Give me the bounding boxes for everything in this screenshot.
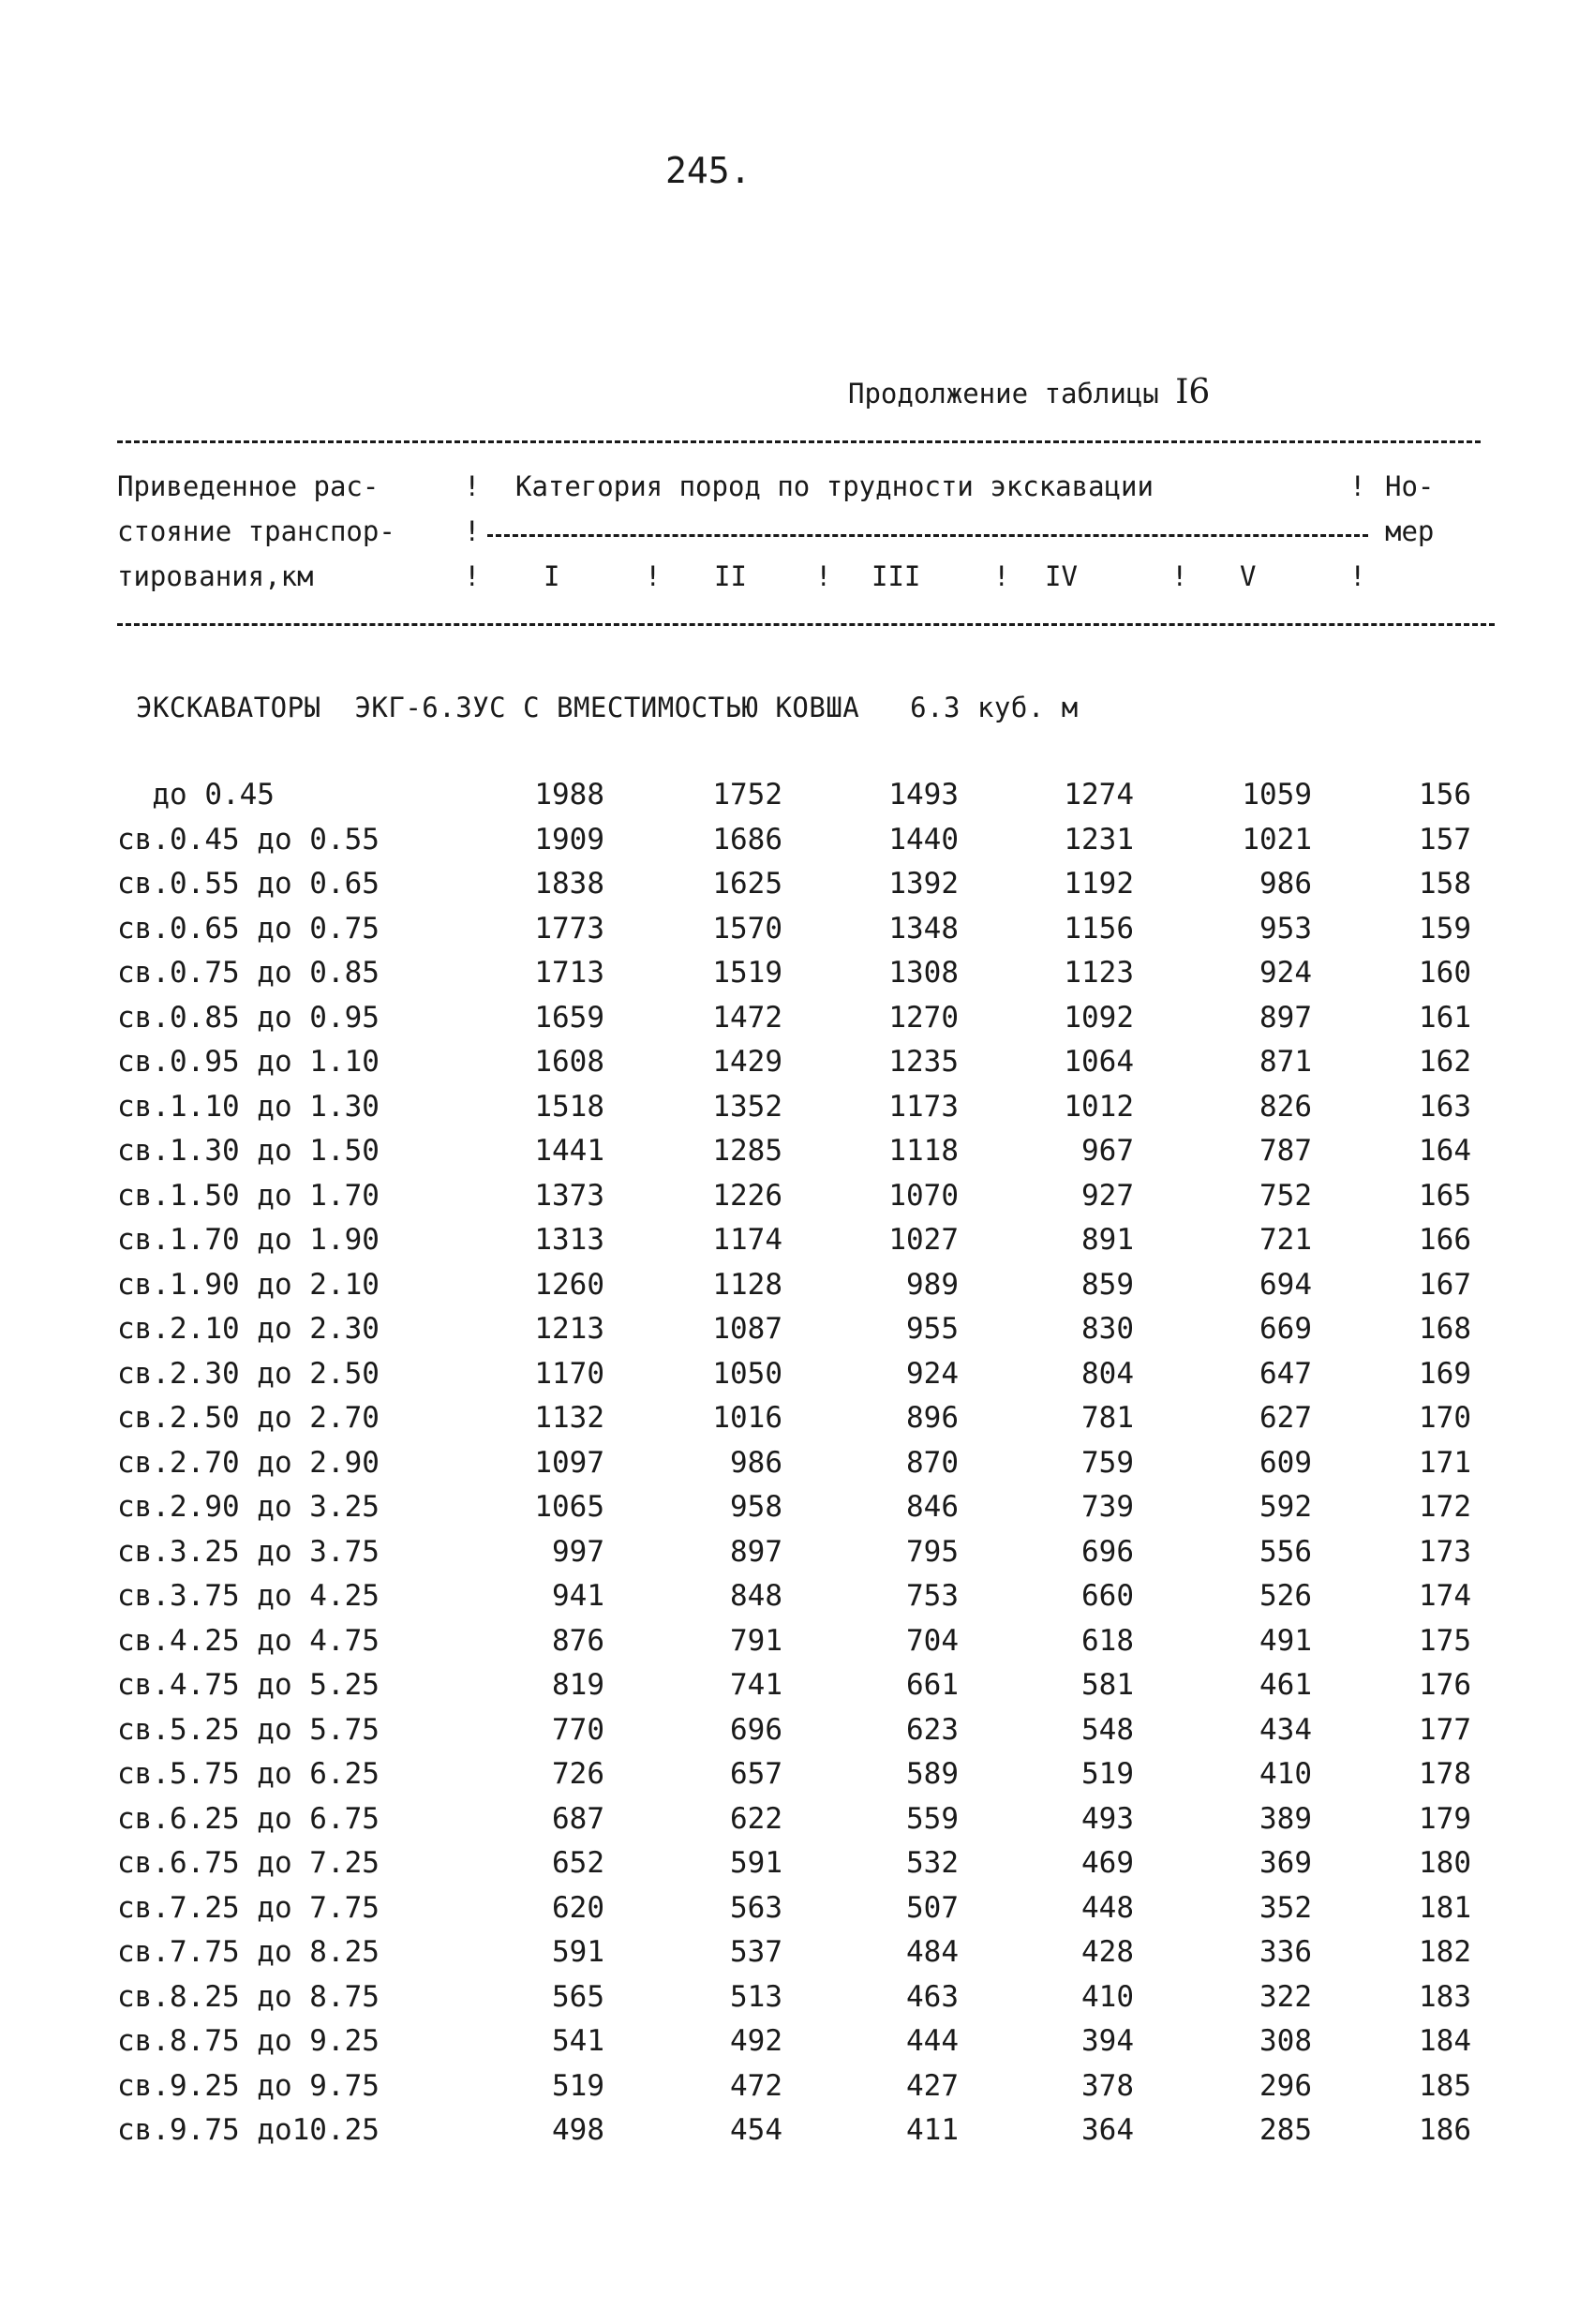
- table-row: [117, 1446, 1495, 1491]
- category-5-value-cell: 369: [1259, 1846, 1312, 1880]
- category-3-value-cell: 1392: [888, 867, 959, 901]
- table-row: [117, 1935, 1495, 1980]
- category-2-value-cell: 492: [730, 2024, 782, 2058]
- category-3-value-cell: 1440: [888, 822, 959, 857]
- category-2-value-cell: 622: [730, 1801, 782, 1836]
- category-1-value-cell: 770: [552, 1712, 604, 1747]
- category-1-value-cell: 498: [552, 2113, 604, 2147]
- category-4-value-cell: 1231: [1064, 822, 1134, 857]
- distance-range-cell: св.0.95 до 1.10: [117, 1045, 380, 1079]
- row-number-cell: 157: [1419, 822, 1471, 857]
- category-2-value-cell: 696: [730, 1712, 782, 1747]
- category-5-value-cell: 526: [1259, 1579, 1312, 1613]
- category-4-value-cell: 410: [1081, 1979, 1134, 2014]
- category-2-value-cell: 986: [730, 1445, 782, 1480]
- category-3-value-cell: 989: [906, 1267, 959, 1302]
- category-2-value-cell: 1625: [712, 867, 782, 901]
- category-2-value-cell: 1050: [712, 1356, 782, 1391]
- row-number-cell: 156: [1419, 778, 1471, 812]
- category-3-value-cell: 623: [906, 1712, 959, 1747]
- category-1-value-cell: 1065: [534, 1490, 604, 1524]
- row-number-cell: 171: [1419, 1445, 1471, 1480]
- category-3-value-cell: 463: [906, 1979, 959, 2014]
- category-4-value-cell: 519: [1081, 1757, 1134, 1791]
- category-4-value-cell: 469: [1081, 1846, 1134, 1880]
- table-continuation-caption: [848, 373, 1210, 411]
- row-number-cell: 161: [1419, 1000, 1471, 1035]
- table-row: [117, 1045, 1495, 1090]
- category-2-value-cell: 741: [730, 1668, 782, 1702]
- row-number-cell: 173: [1419, 1534, 1471, 1569]
- section-title: ЭКСКАВАТОРЫ ЭКГ-6.3УС С ВМЕСТИМОСТЬЮ КОВША 6.3 куб. м: [136, 692, 1079, 723]
- category-5-value-cell: 669: [1259, 1312, 1312, 1346]
- category-1-value-cell: 652: [552, 1846, 604, 1880]
- category-2-value-cell: 958: [730, 1490, 782, 1524]
- row-number-cell: 184: [1419, 2024, 1471, 2058]
- header-distance-line-2: стояние транспор-: [117, 515, 395, 547]
- category-1-value-cell: 1988: [534, 778, 604, 812]
- header-separator: !: [1171, 560, 1188, 592]
- header-category-IV: IV: [1045, 560, 1078, 592]
- table-row: [117, 1713, 1495, 1758]
- table-row: [117, 867, 1495, 912]
- category-4-value-cell: 739: [1081, 1490, 1134, 1524]
- category-4-value-cell: 1064: [1064, 1045, 1134, 1079]
- page-number: 245.: [665, 150, 752, 191]
- category-4-value-cell: 493: [1081, 1801, 1134, 1836]
- row-number-cell: 172: [1419, 1490, 1471, 1524]
- data-table: [117, 778, 1495, 2158]
- row-number-cell: 178: [1419, 1757, 1471, 1791]
- distance-range-cell: св.0.85 до 0.95: [117, 1000, 380, 1035]
- distance-range-cell: св.3.25 до 3.75: [117, 1534, 380, 1569]
- category-1-value-cell: 1313: [534, 1223, 604, 1257]
- row-number-cell: 186: [1419, 2113, 1471, 2147]
- category-1-value-cell: 726: [552, 1757, 604, 1791]
- header-separator: !: [464, 470, 481, 502]
- category-3-value-cell: 661: [906, 1668, 959, 1702]
- category-5-value-cell: 434: [1259, 1712, 1312, 1747]
- category-1-value-cell: 620: [552, 1890, 604, 1925]
- table-row: [117, 1802, 1495, 1847]
- header-bottom-rule: [117, 623, 1495, 626]
- distance-range-cell: св.5.25 до 5.75: [117, 1712, 380, 1747]
- category-4-value-cell: 781: [1081, 1401, 1134, 1435]
- row-number-cell: 180: [1419, 1846, 1471, 1880]
- category-3-value-cell: 924: [906, 1356, 959, 1391]
- category-3-value-cell: 1308: [888, 956, 959, 990]
- category-5-value-cell: 787: [1259, 1134, 1312, 1168]
- category-5-value-cell: 556: [1259, 1534, 1312, 1569]
- distance-range-cell: св.0.45 до 0.55: [117, 822, 380, 857]
- category-4-value-cell: 1092: [1064, 1000, 1134, 1035]
- distance-range-cell: св.0.65 до 0.75: [117, 911, 380, 946]
- category-4-value-cell: 967: [1081, 1134, 1134, 1168]
- category-2-value-cell: 1128: [712, 1267, 782, 1302]
- category-3-value-cell: 444: [906, 2024, 959, 2058]
- category-3-value-cell: 955: [906, 1312, 959, 1346]
- category-4-value-cell: 581: [1081, 1668, 1134, 1702]
- row-number-cell: 177: [1419, 1712, 1471, 1747]
- distance-range-cell: св.6.75 до 7.25: [117, 1846, 380, 1880]
- category-4-value-cell: 1274: [1064, 778, 1134, 812]
- category-1-value-cell: 1773: [534, 911, 604, 946]
- category-3-value-cell: 1270: [888, 1000, 959, 1035]
- category-5-value-cell: 1021: [1242, 822, 1312, 857]
- distance-range-cell: св.1.70 до 1.90: [117, 1223, 380, 1257]
- header-separator: !: [464, 515, 481, 547]
- distance-range-cell: св.2.50 до 2.70: [117, 1401, 380, 1435]
- category-1-value-cell: 1373: [534, 1178, 604, 1213]
- table-row: [117, 1846, 1495, 1891]
- category-5-value-cell: 352: [1259, 1890, 1312, 1925]
- category-5-value-cell: 389: [1259, 1801, 1312, 1836]
- distance-range-cell: св.1.50 до 1.70: [117, 1178, 380, 1213]
- row-number-cell: 163: [1419, 1089, 1471, 1124]
- category-4-value-cell: 448: [1081, 1890, 1134, 1925]
- category-4-value-cell: 1156: [1064, 911, 1134, 946]
- distance-range-cell: св.8.75 до 9.25: [117, 2024, 380, 2058]
- category-2-value-cell: 1686: [712, 822, 782, 857]
- category-5-value-cell: 308: [1259, 2024, 1312, 2058]
- table-row: [117, 1757, 1495, 1802]
- category-1-value-cell: 1132: [534, 1401, 604, 1435]
- distance-range-cell: св.2.90 до 3.25: [117, 1490, 380, 1524]
- row-number-cell: 181: [1419, 1890, 1471, 1925]
- header-separator: !: [464, 560, 481, 592]
- table-row: [117, 1090, 1495, 1135]
- header-separator: !: [815, 560, 832, 592]
- table-row: [117, 1179, 1495, 1224]
- category-4-value-cell: 1123: [1064, 956, 1134, 990]
- category-1-value-cell: 1518: [534, 1089, 604, 1124]
- table-row: [117, 1579, 1495, 1624]
- category-1-value-cell: 1260: [534, 1267, 604, 1302]
- category-1-value-cell: 1170: [534, 1356, 604, 1391]
- row-number-cell: 165: [1419, 1178, 1471, 1213]
- category-2-value-cell: 1016: [712, 1401, 782, 1435]
- category-3-value-cell: 1118: [888, 1134, 959, 1168]
- category-3-value-cell: 1235: [888, 1045, 959, 1079]
- category-5-value-cell: 592: [1259, 1490, 1312, 1524]
- row-number-cell: 167: [1419, 1267, 1471, 1302]
- category-5-value-cell: 897: [1259, 1000, 1312, 1035]
- category-2-value-cell: 513: [730, 1979, 782, 2014]
- category-3-value-cell: 589: [906, 1757, 959, 1791]
- table-row: [117, 1401, 1495, 1446]
- distance-range-cell: св.0.55 до 0.65: [117, 867, 380, 901]
- category-1-value-cell: 819: [552, 1668, 604, 1702]
- row-number-cell: 185: [1419, 2068, 1471, 2103]
- distance-range-cell: св.1.30 до 1.50: [117, 1134, 380, 1168]
- category-3-value-cell: 704: [906, 1623, 959, 1658]
- header-separator: !: [645, 560, 662, 592]
- header-distance-line-3: тирования,км: [117, 560, 314, 592]
- category-4-value-cell: 891: [1081, 1223, 1134, 1257]
- category-1-value-cell: 1097: [534, 1445, 604, 1480]
- header-top-rule: [117, 440, 1481, 443]
- table-row: [117, 1312, 1495, 1357]
- category-1-value-cell: 541: [552, 2024, 604, 2058]
- header-category-III: III: [871, 560, 921, 592]
- row-number-cell: 175: [1419, 1623, 1471, 1658]
- row-number-cell: 159: [1419, 911, 1471, 946]
- category-4-value-cell: 830: [1081, 1312, 1134, 1346]
- category-3-value-cell: 507: [906, 1890, 959, 1925]
- category-4-value-cell: 378: [1081, 2068, 1134, 2103]
- distance-range-cell: св.6.25 до 6.75: [117, 1801, 380, 1836]
- category-5-value-cell: 322: [1259, 1979, 1312, 2014]
- table-row: [117, 2069, 1495, 2114]
- row-number-cell: 179: [1419, 1801, 1471, 1836]
- row-number-cell: 176: [1419, 1668, 1471, 1702]
- category-1-value-cell: 1659: [534, 1000, 604, 1035]
- table-row: [117, 1357, 1495, 1402]
- row-number-cell: 183: [1419, 1979, 1471, 2014]
- table-row: [117, 1668, 1495, 1713]
- table-row: [117, 1490, 1495, 1535]
- category-1-value-cell: 1838: [534, 867, 604, 901]
- header-mid-rule: [487, 534, 1368, 537]
- category-4-value-cell: 548: [1081, 1712, 1134, 1747]
- category-2-value-cell: 1087: [712, 1312, 782, 1346]
- category-5-value-cell: 1059: [1242, 778, 1312, 812]
- header-category-title: Категория пород по трудности экскавации: [515, 470, 1154, 502]
- table-row: [117, 2024, 1495, 2069]
- distance-range-cell: св.3.75 до 4.25: [117, 1579, 380, 1613]
- category-1-value-cell: 1213: [534, 1312, 604, 1346]
- header-separator: !: [1349, 470, 1366, 502]
- row-number-cell: 169: [1419, 1356, 1471, 1391]
- header-category-II: II: [714, 560, 747, 592]
- category-1-value-cell: 1909: [534, 822, 604, 857]
- category-4-value-cell: 1012: [1064, 1089, 1134, 1124]
- category-1-value-cell: 1608: [534, 1045, 604, 1079]
- header-category-V: V: [1240, 560, 1257, 592]
- category-3-value-cell: 1070: [888, 1178, 959, 1213]
- category-2-value-cell: 454: [730, 2113, 782, 2147]
- category-2-value-cell: 1429: [712, 1045, 782, 1079]
- category-3-value-cell: 753: [906, 1579, 959, 1613]
- category-1-value-cell: 591: [552, 1935, 604, 1969]
- row-number-cell: 174: [1419, 1579, 1471, 1613]
- category-3-value-cell: 795: [906, 1534, 959, 1569]
- header-separator: !: [993, 560, 1010, 592]
- row-number-cell: 166: [1419, 1223, 1471, 1257]
- category-3-value-cell: 1348: [888, 911, 959, 946]
- category-5-value-cell: 752: [1259, 1178, 1312, 1213]
- table-number: I6: [1175, 373, 1211, 411]
- distance-range-cell: св.2.70 до 2.90: [117, 1445, 380, 1480]
- table-row: [117, 1891, 1495, 1936]
- distance-range-cell: св.7.25 до 7.75: [117, 1890, 380, 1925]
- category-3-value-cell: 846: [906, 1490, 959, 1524]
- category-4-value-cell: 696: [1081, 1534, 1134, 1569]
- category-2-value-cell: 1570: [712, 911, 782, 946]
- category-3-value-cell: 427: [906, 2068, 959, 2103]
- table-row: [117, 2113, 1495, 2158]
- category-2-value-cell: 1285: [712, 1134, 782, 1168]
- category-1-value-cell: 519: [552, 2068, 604, 2103]
- category-4-value-cell: 428: [1081, 1935, 1134, 1969]
- category-3-value-cell: 1027: [888, 1223, 959, 1257]
- header-separator: !: [1349, 560, 1366, 592]
- header-category-I: I: [544, 560, 560, 592]
- category-2-value-cell: 1519: [712, 956, 782, 990]
- category-1-value-cell: 1713: [534, 956, 604, 990]
- header-number-line-2: мер: [1385, 515, 1435, 547]
- category-2-value-cell: 1174: [712, 1223, 782, 1257]
- category-1-value-cell: 941: [552, 1579, 604, 1613]
- category-2-value-cell: 848: [730, 1579, 782, 1613]
- category-5-value-cell: 627: [1259, 1401, 1312, 1435]
- distance-range-cell: св.0.75 до 0.85: [117, 956, 380, 990]
- category-1-value-cell: 997: [552, 1534, 604, 1569]
- row-number-cell: 182: [1419, 1935, 1471, 1969]
- category-3-value-cell: 532: [906, 1846, 959, 1880]
- category-5-value-cell: 461: [1259, 1668, 1312, 1702]
- category-2-value-cell: 791: [730, 1623, 782, 1658]
- category-5-value-cell: 986: [1259, 867, 1312, 901]
- category-4-value-cell: 364: [1081, 2113, 1134, 2147]
- category-5-value-cell: 924: [1259, 956, 1312, 990]
- category-5-value-cell: 871: [1259, 1045, 1312, 1079]
- category-2-value-cell: 472: [730, 2068, 782, 2103]
- table-row: [117, 956, 1495, 1001]
- distance-range-cell: св.9.75 до10.25: [117, 2113, 380, 2147]
- category-3-value-cell: 484: [906, 1935, 959, 1969]
- distance-range-cell: до 0.45: [117, 778, 275, 812]
- category-3-value-cell: 870: [906, 1445, 959, 1480]
- category-5-value-cell: 285: [1259, 2113, 1312, 2147]
- row-number-cell: 158: [1419, 867, 1471, 901]
- category-3-value-cell: 1493: [888, 778, 959, 812]
- category-4-value-cell: 804: [1081, 1356, 1134, 1391]
- table-row: [117, 1001, 1495, 1046]
- category-4-value-cell: 927: [1081, 1178, 1134, 1213]
- category-5-value-cell: 694: [1259, 1267, 1312, 1302]
- table-row: [117, 1268, 1495, 1313]
- row-number-cell: 168: [1419, 1312, 1471, 1346]
- table-row: [117, 1134, 1495, 1179]
- category-3-value-cell: 411: [906, 2113, 959, 2147]
- category-2-value-cell: 591: [730, 1846, 782, 1880]
- category-1-value-cell: 565: [552, 1979, 604, 2014]
- category-2-value-cell: 657: [730, 1757, 782, 1791]
- category-1-value-cell: 687: [552, 1801, 604, 1836]
- category-5-value-cell: 826: [1259, 1089, 1312, 1124]
- category-5-value-cell: 410: [1259, 1757, 1312, 1791]
- header-number-line-1: Но-: [1385, 470, 1435, 502]
- category-4-value-cell: 759: [1081, 1445, 1134, 1480]
- category-1-value-cell: 1441: [534, 1134, 604, 1168]
- row-number-cell: 160: [1419, 956, 1471, 990]
- category-5-value-cell: 721: [1259, 1223, 1312, 1257]
- table-row: [117, 1980, 1495, 2025]
- category-2-value-cell: 537: [730, 1935, 782, 1969]
- category-4-value-cell: 859: [1081, 1267, 1134, 1302]
- category-2-value-cell: 1352: [712, 1089, 782, 1124]
- distance-range-cell: св.4.75 до 5.25: [117, 1668, 380, 1702]
- category-2-value-cell: 1752: [712, 778, 782, 812]
- table-row: [117, 1535, 1495, 1580]
- category-3-value-cell: 896: [906, 1401, 959, 1435]
- distance-range-cell: св.2.30 до 2.50: [117, 1356, 380, 1391]
- table-row: [117, 823, 1495, 868]
- table-row: [117, 1223, 1495, 1268]
- distance-range-cell: св.7.75 до 8.25: [117, 1935, 380, 1969]
- category-5-value-cell: 336: [1259, 1935, 1312, 1969]
- continuation-text: Продолжение таблицы: [848, 378, 1159, 410]
- category-4-value-cell: 618: [1081, 1623, 1134, 1658]
- distance-range-cell: св.9.25 до 9.75: [117, 2068, 380, 2103]
- category-5-value-cell: 953: [1259, 911, 1312, 946]
- category-2-value-cell: 1472: [712, 1000, 782, 1035]
- table-row: [117, 1624, 1495, 1669]
- distance-range-cell: св.1.90 до 2.10: [117, 1267, 380, 1302]
- category-1-value-cell: 876: [552, 1623, 604, 1658]
- category-4-value-cell: 394: [1081, 2024, 1134, 2058]
- table-row: [117, 778, 1495, 823]
- category-5-value-cell: 647: [1259, 1356, 1312, 1391]
- row-number-cell: 162: [1419, 1045, 1471, 1079]
- category-3-value-cell: 559: [906, 1801, 959, 1836]
- table-row: [117, 912, 1495, 957]
- distance-range-cell: св.5.75 до 6.25: [117, 1757, 380, 1791]
- category-2-value-cell: 563: [730, 1890, 782, 1925]
- row-number-cell: 170: [1419, 1401, 1471, 1435]
- category-5-value-cell: 609: [1259, 1445, 1312, 1480]
- header-distance-line-1: Приведенное рас-: [117, 470, 380, 502]
- category-2-value-cell: 1226: [712, 1178, 782, 1213]
- category-5-value-cell: 296: [1259, 2068, 1312, 2103]
- category-4-value-cell: 1192: [1064, 867, 1134, 901]
- distance-range-cell: св.2.10 до 2.30: [117, 1312, 380, 1346]
- category-3-value-cell: 1173: [888, 1089, 959, 1124]
- row-number-cell: 164: [1419, 1134, 1471, 1168]
- distance-range-cell: св.4.25 до 4.75: [117, 1623, 380, 1658]
- distance-range-cell: св.8.25 до 8.75: [117, 1979, 380, 2014]
- distance-range-cell: св.1.10 до 1.30: [117, 1089, 380, 1124]
- category-4-value-cell: 660: [1081, 1579, 1134, 1613]
- category-2-value-cell: 897: [730, 1534, 782, 1569]
- category-5-value-cell: 491: [1259, 1623, 1312, 1658]
